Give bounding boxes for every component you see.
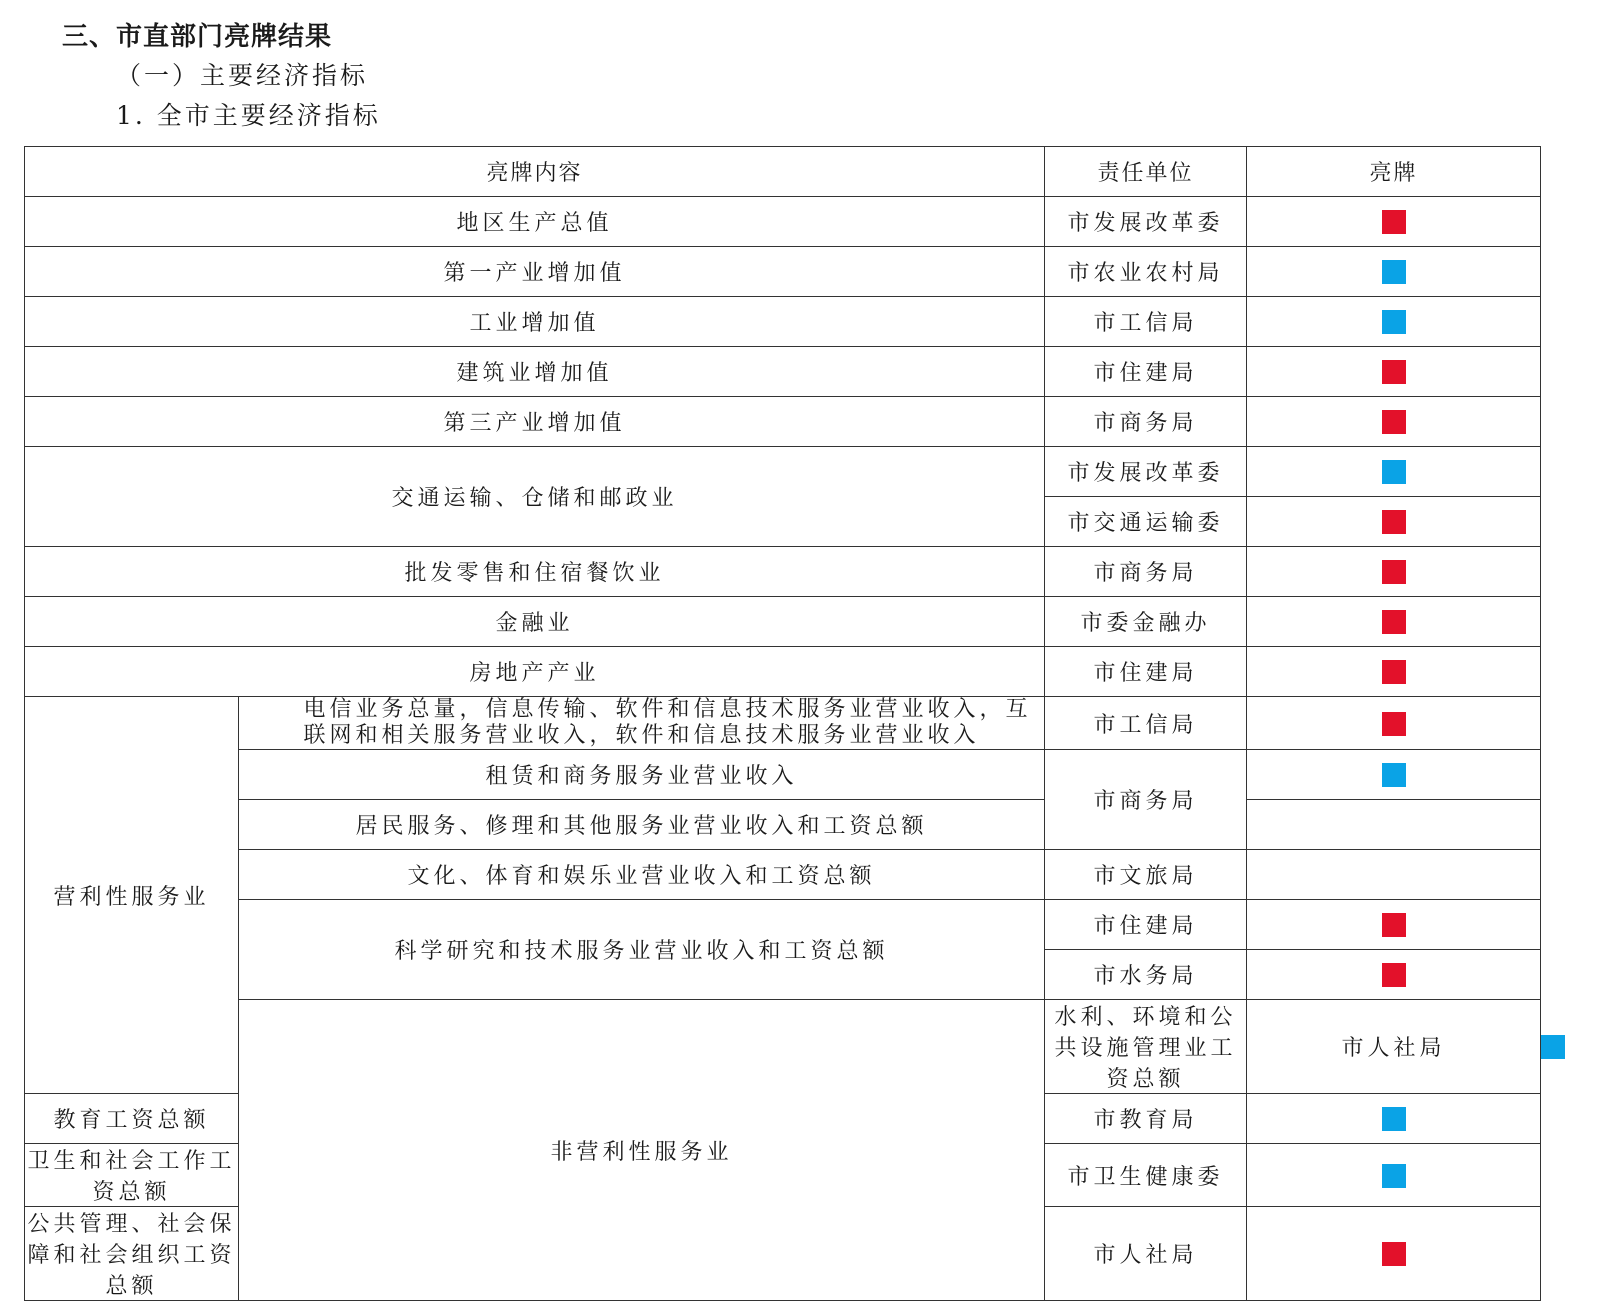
- row-card: [1247, 247, 1541, 297]
- table-row: [25, 1000, 1541, 1094]
- row-content: 公共管理、社会保障和社会组织工资总额: [25, 1207, 239, 1301]
- table-header-row: [25, 147, 1541, 197]
- row-unit: 市工信局: [1045, 297, 1247, 347]
- red-card-square-icon: [1382, 1242, 1406, 1266]
- table-row: [25, 547, 1541, 597]
- section-heading: 三、市直部门亮牌结果: [62, 22, 333, 52]
- row-card: [1247, 497, 1541, 547]
- row-content: 水利、环境和公共设施管理业工资总额: [1045, 1000, 1247, 1094]
- table-row: [25, 597, 1541, 647]
- table-row: [25, 447, 1541, 497]
- table-row: [25, 697, 1541, 750]
- table-row: [25, 850, 1541, 900]
- item-heading: 1. 全市主要经济指标: [116, 101, 381, 130]
- row-unit: 市交通运输委: [1045, 497, 1247, 547]
- row-content: 教育工资总额: [25, 1094, 239, 1144]
- row-content: 交通运输、仓储和邮政业: [25, 447, 1045, 547]
- row-card: [1247, 1144, 1541, 1207]
- subsection-heading: （一）主要经济指标: [116, 61, 369, 90]
- row-card: [1247, 750, 1541, 800]
- row-unit: 市发展改革委: [1045, 197, 1247, 247]
- red-card-square-icon: [1382, 510, 1406, 534]
- header-content: 亮牌内容: [25, 147, 1045, 197]
- table-row: [25, 347, 1541, 397]
- blue-card-square-icon: [1382, 260, 1406, 284]
- row-content: 地区生产总值: [25, 197, 1045, 247]
- row-content: 批发零售和住宿餐饮业: [25, 547, 1045, 597]
- row-unit: 市商务局: [1045, 397, 1247, 447]
- row-card: [1247, 697, 1541, 750]
- row-card: [1247, 950, 1541, 1000]
- row-content: 工业增加值: [25, 297, 1045, 347]
- blue-card-square-icon: [1541, 1035, 1565, 1059]
- row-card: [1247, 297, 1541, 347]
- table-row: [25, 750, 1541, 800]
- row-unit: 市农业农村局: [1045, 247, 1247, 297]
- table-row: [25, 900, 1541, 950]
- red-card-square-icon: [1382, 210, 1406, 234]
- table-row: [25, 197, 1541, 247]
- row-card: [1247, 597, 1541, 647]
- row-unit: 市住建局: [1045, 900, 1247, 950]
- red-card-square-icon: [1382, 410, 1406, 434]
- red-card-square-icon: [1382, 913, 1406, 937]
- header-card: 亮牌: [1247, 147, 1541, 197]
- row-content: 电信业务总量，信息传输、软件和信息技术服务业营业收入，互联网和相关服务营业收入，软件和信息技术服务业营业收入: [239, 697, 1045, 750]
- card-results-table: [24, 146, 1541, 1301]
- category-profit-services: 营利性服务业: [25, 697, 239, 1094]
- table-row: [25, 647, 1541, 697]
- row-unit: 市水务局: [1045, 950, 1247, 1000]
- table-row: [25, 800, 1541, 850]
- blue-card-square-icon: [1382, 460, 1406, 484]
- row-content: 建筑业增加值: [25, 347, 1045, 397]
- blue-card-square-icon: [1382, 1164, 1406, 1188]
- red-card-square-icon: [1382, 560, 1406, 584]
- row-card: [1247, 1207, 1541, 1301]
- row-card: [1247, 197, 1541, 247]
- row-content: 科学研究和技术服务业营业收入和工资总额: [239, 900, 1045, 1000]
- row-card: [1247, 397, 1541, 447]
- table-row: [25, 397, 1541, 447]
- row-unit: 市住建局: [1045, 347, 1247, 397]
- red-card-square-icon: [1382, 360, 1406, 384]
- row-unit: 市住建局: [1045, 647, 1247, 697]
- row-content: 第三产业增加值: [25, 397, 1045, 447]
- row-content: 文化、体育和娱乐业营业收入和工资总额: [239, 850, 1045, 900]
- row-card: [1247, 447, 1541, 497]
- row-card: [1247, 547, 1541, 597]
- row-content: 居民服务、修理和其他服务业营业收入和工资总额: [239, 800, 1045, 850]
- row-content: 房地产产业: [25, 647, 1045, 697]
- row-content: 第一产业增加值: [25, 247, 1045, 297]
- category-nonprofit-services: 非营利性服务业: [239, 1000, 1045, 1301]
- table-row: [25, 247, 1541, 297]
- row-card: [1247, 1094, 1541, 1144]
- row-unit: 市工信局: [1045, 697, 1247, 750]
- red-card-square-icon: [1382, 963, 1406, 987]
- table-row: [25, 297, 1541, 347]
- row-content: 金融业: [25, 597, 1045, 647]
- row-card: [1247, 800, 1541, 850]
- row-content: 租赁和商务服务业营业收入: [239, 750, 1045, 800]
- blue-card-square-icon: [1382, 310, 1406, 334]
- row-unit: 市教育局: [1045, 1094, 1247, 1144]
- row-unit: 市人社局: [1247, 1000, 1541, 1094]
- red-card-square-icon: [1382, 712, 1406, 736]
- red-card-square-icon: [1382, 610, 1406, 634]
- red-card-square-icon: [1382, 660, 1406, 684]
- row-unit: 市商务局: [1045, 750, 1247, 850]
- row-unit: 市卫生健康委: [1045, 1144, 1247, 1207]
- row-unit: 市商务局: [1045, 547, 1247, 597]
- row-unit: 市委金融办: [1045, 597, 1247, 647]
- row-card: [1247, 850, 1541, 900]
- row-unit: 市文旅局: [1045, 850, 1247, 900]
- blue-card-square-icon: [1382, 1107, 1406, 1131]
- header-unit: 责任单位: [1045, 147, 1247, 197]
- blue-card-square-icon: [1382, 763, 1406, 787]
- row-content: 卫生和社会工作工资总额: [25, 1144, 239, 1207]
- row-card: [1247, 900, 1541, 950]
- row-card: [1247, 347, 1541, 397]
- row-card: [1247, 647, 1541, 697]
- row-unit: 市发展改革委: [1045, 447, 1247, 497]
- row-unit: 市人社局: [1045, 1207, 1247, 1301]
